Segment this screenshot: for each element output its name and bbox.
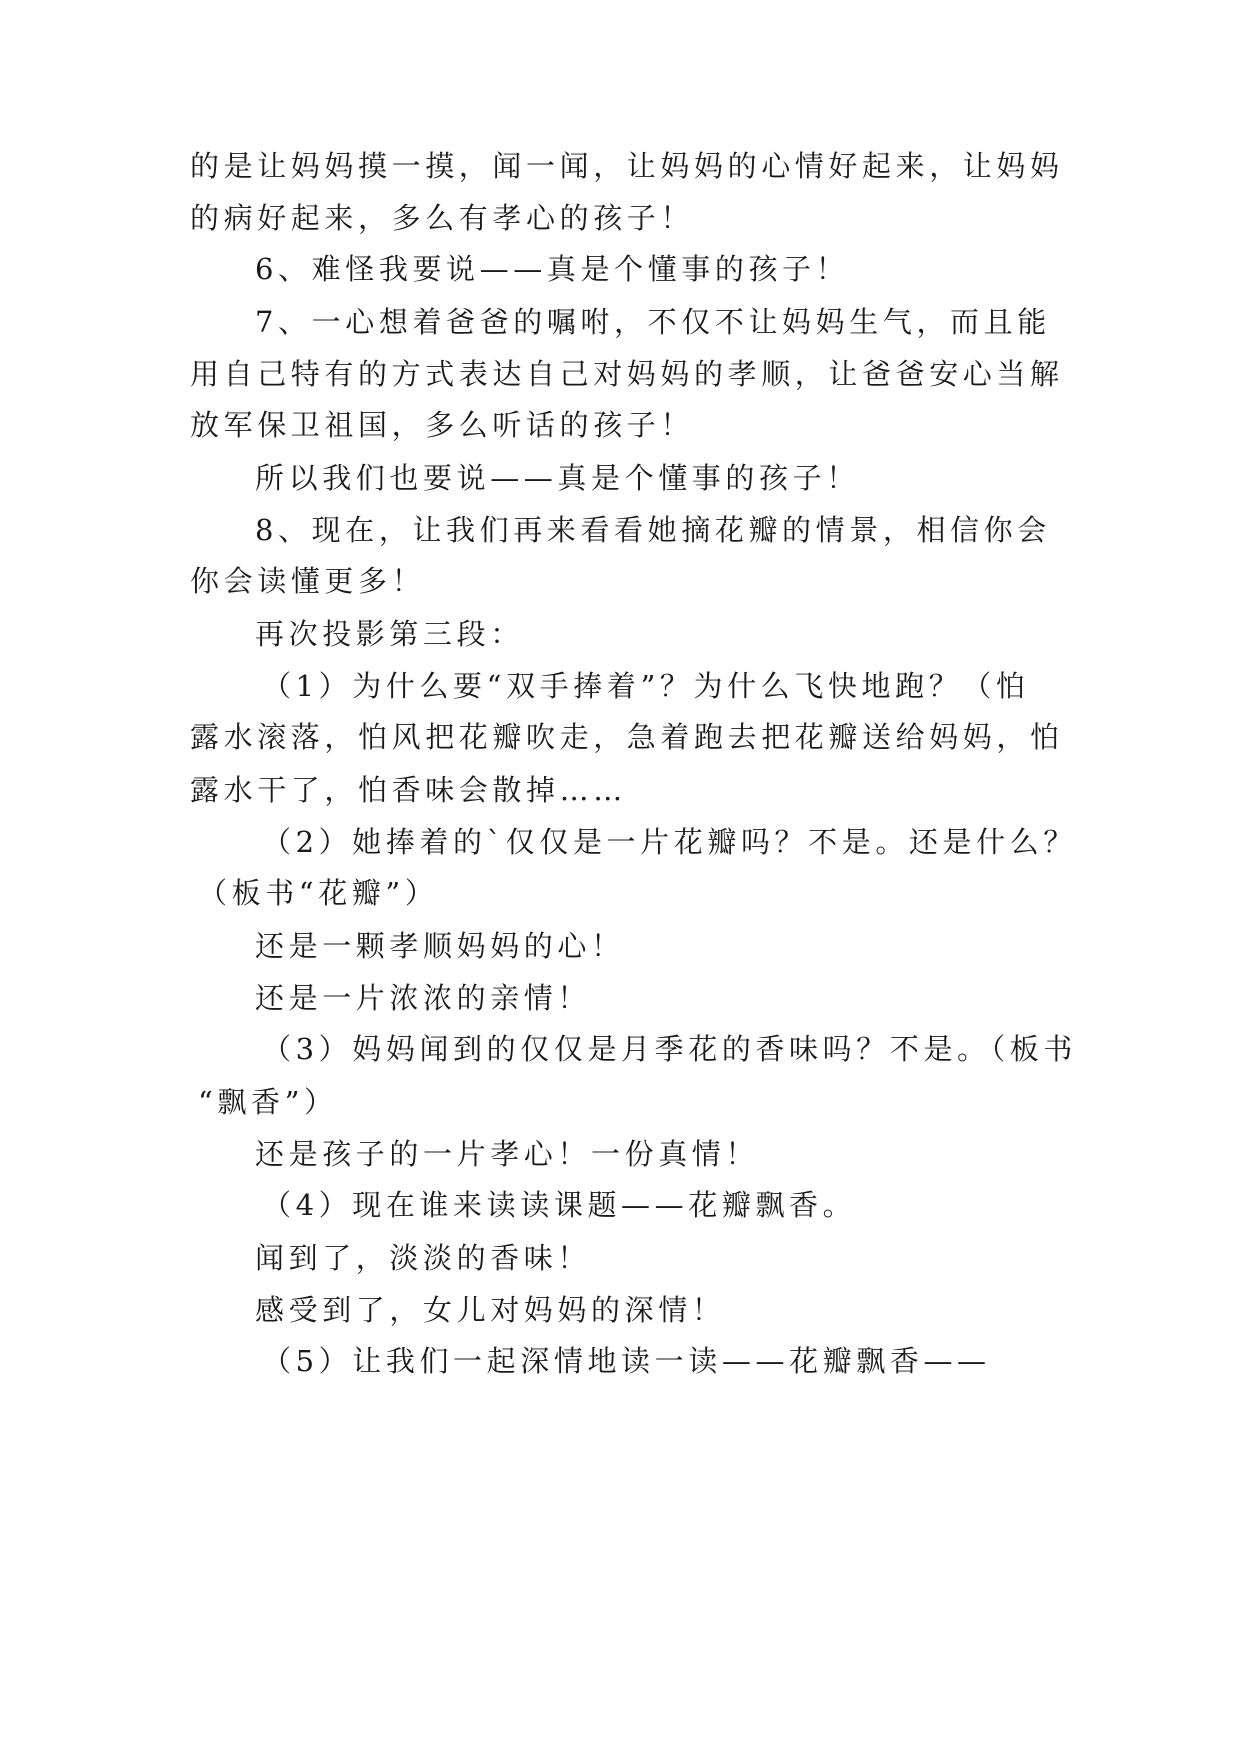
text-line: （板书“花瓣”） xyxy=(198,876,439,910)
text-line: “飘香”） xyxy=(198,1085,338,1119)
text-line: （4）现在谁来读读课题——花瓣飘香。 xyxy=(262,1188,857,1222)
text-line: 露水干了，怕香味会散掉…… xyxy=(190,773,627,807)
text-line: 7、一心想着爸爸的嘱咐，不仅不让妈妈生气，而且能 xyxy=(255,305,1051,339)
text-line: 用自己特有的方式表达自己对妈妈的孝顺，让爸爸安心当解 xyxy=(190,357,1064,391)
text-line: 还是一片浓浓的亲情！ xyxy=(255,981,592,1015)
text-line: 的是让妈妈摸一摸，闻一闻，让妈妈的心情好起来，让妈妈 xyxy=(190,149,1064,183)
text-line: 再次投影第三段： xyxy=(255,617,524,651)
text-line: 所以我们也要说——真是个懂事的孩子！ xyxy=(255,461,860,495)
text-line: 你会读懂更多！ xyxy=(190,564,426,598)
text-line: 还是一颗孝顺妈妈的心！ xyxy=(255,929,625,963)
text-line: 露水滚落，怕风把花瓣吹走，急着跑去把花瓣送给妈妈，怕 xyxy=(190,720,1064,754)
text-line: （3）妈妈闻到的仅仅是月季花的香味吗？不是。（板书 xyxy=(262,1032,1077,1066)
text-line: 8、现在，让我们再来看看她摘花瓣的情景，相信你会 xyxy=(255,513,1051,547)
text-line: 感受到了，女儿对妈妈的深情！ xyxy=(255,1293,726,1327)
text-line: 放军保卫祖国，多么听话的孩子！ xyxy=(190,408,695,442)
text-line: 闻到了，淡淡的香味！ xyxy=(255,1241,592,1275)
text-line: 的病好起来，多么有孝心的孩子！ xyxy=(190,201,695,235)
text-line: 还是孩子的一片孝心！一份真情！ xyxy=(255,1137,760,1171)
text-line: （5）让我们一起深情地读一读——花瓣飘香—— xyxy=(262,1344,991,1378)
text-line: （2）她捧着的`仅仅是一片花瓣吗？不是。还是什么？ xyxy=(262,825,1077,859)
text-line: 6、难怪我要说——真是个懂事的孩子！ xyxy=(255,252,850,286)
text-line: （1）为什么要“双手捧着”？为什么飞快地跑？（怕 xyxy=(262,669,1030,703)
